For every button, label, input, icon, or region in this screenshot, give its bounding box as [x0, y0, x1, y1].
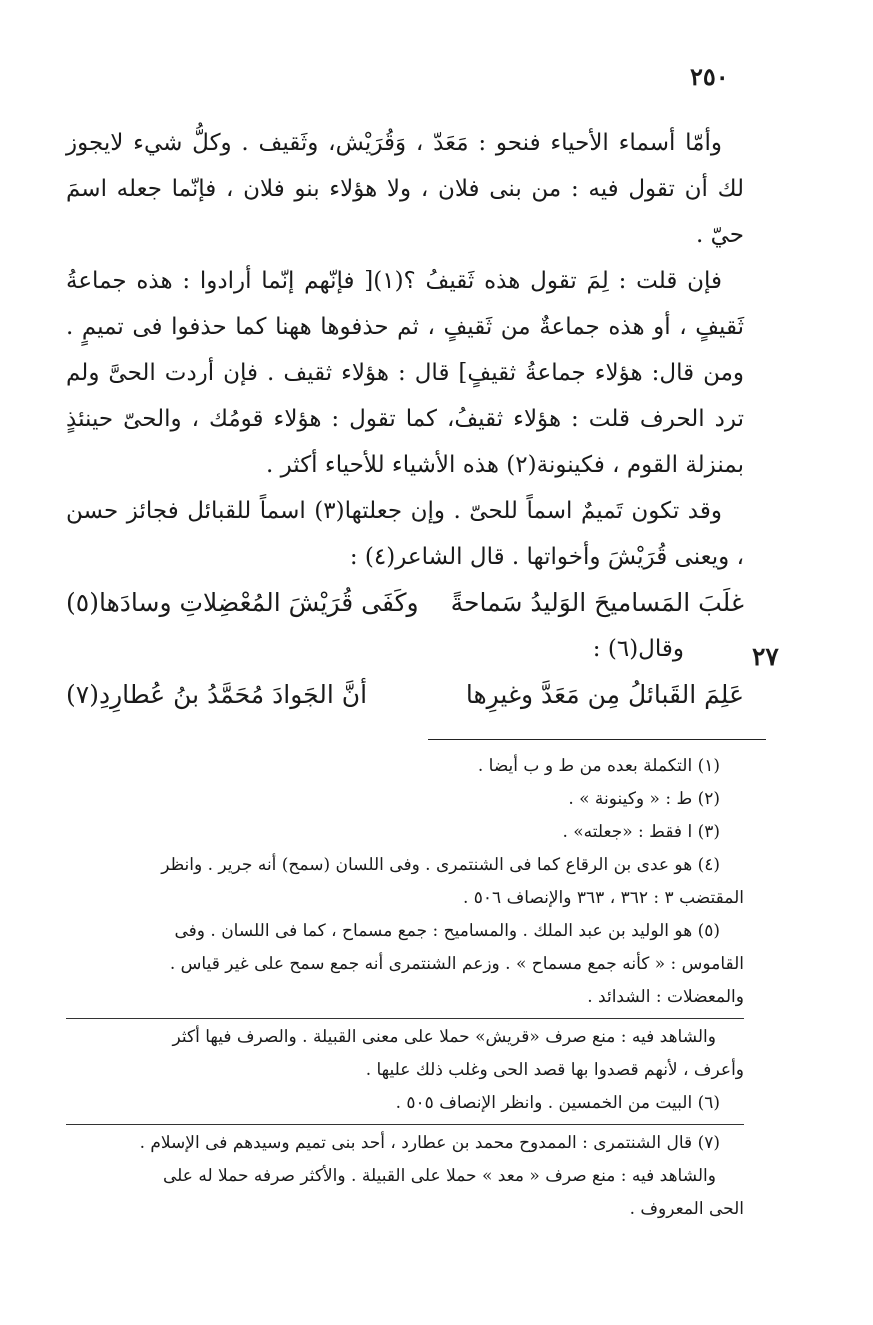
footnote-5-continued: القاموس : « كأنه جمع مسماح » . وزعم الشنتمرى أنه جمع سمح على غير قياس . [169, 954, 744, 974]
footnote-5-shahid: والشاهد فيه : منع صرف «قريش» حملا على معنى القبيلة . والصرف فيها أكثر [66, 1018, 744, 1054]
footnote-5-shahid-continued: وأعرف ، لأنهم قصدوا بها قصد الحى وغلب ذلك عليها . [365, 1060, 744, 1080]
main-text [66, 120, 744, 718]
paragraph-3: وقد تكون تَميمٌ اسماً للحىّ . وإن جعلتها(٣) اسماً للقبائل فجائز حسن ، ويعنى قُرَيْشَ وأخواتها . قال الشاعر(٤) : [66, 498, 744, 570]
footnote-5: (٥) هو الوليد بن عبد الملك . والمساميح : جمع مسماح ، كما فى اللسان . وفى [174, 921, 720, 941]
paragraph-1: وأمّا أسماء الأحياء فنحو : مَعَدّ ، وَقُرَيْش، وثَقيف . وكلُّ شيء لايجوز لك أن تقول فيه : من بنى فلان ، ولا هؤلاء بنو فلان ، فإنّما جعله اسمَ حيّ . [66, 130, 744, 248]
footnote-divider [428, 739, 766, 740]
verse-1-first-hemistich: غلَبَ المَساميحَ الوَليدُ سَماحةً [450, 588, 744, 617]
footnote-6: (٦) البيت من الخمسين . وانظر الإنصاف ٥٠٥ . [395, 1093, 720, 1113]
footnote-7: (٧) قال الشنتمرى : الممدوح محمد بن عطارد ، أحد بنى تميم وسيدهم فى الإسلام . [66, 1124, 744, 1160]
verse-1 [66, 580, 744, 626]
verse-2-intro: وقال(٦) : [592, 636, 684, 662]
footnotes [66, 750, 744, 1226]
page-number: ٢٥٠ [690, 62, 729, 91]
footnote-3: (٣) ا فقط : «جعلته» . [562, 822, 720, 842]
footnote-4-continued: المقتضب ٣ : ٣٦٢ ، ٣٦٣ والإنصاف ٥٠٦ . [462, 888, 744, 908]
margin-page-number: ٢٧ [752, 642, 779, 671]
footnote-7-shahid: والشاهد فيه : منع صرف « معد » حملا على القبيلة . والأكثر صرفه حملا له على [163, 1166, 716, 1186]
verse-1-second-hemistich: وكَفَى قُرَيْشَ المُعْضِلاتِ وسادَها(٥) [66, 588, 419, 617]
footnote-4: (٤) هو عدى بن الرقاع كما فى الشنتمرى . وفى اللسان (سمح) أنه جرير . وانظر [161, 855, 720, 875]
footnote-2: (٢) ط : « وكينونة » . [568, 789, 720, 809]
verse-2-second-hemistich: أنَّ الجَوادَ مُحَمَّدُ بنُ عُطارِدِ(٧) [66, 680, 368, 709]
footnote-1: (١) التكملة بعده من ط و ب أيضا . [477, 756, 720, 776]
verse-2-first-hemistich: عَلِمَ القَبائلُ مِن مَعَدَّ وغيرِها [465, 680, 744, 709]
verse-2 [66, 672, 744, 718]
footnote-7-shahid-continued: الحى المعروف . [629, 1199, 744, 1219]
paragraph-2: فإن قلت : لِمَ تقول هذه ثَقيفُ ؟(١)[ فإنّهم إنّما أرادوا : هذه جماعةُ ثَقيفٍ ، أو هذه جماعةٌ من ثَقيفٍ ، ثم حذفوها ههنا كما حذفوا فى تميمٍ . ومن قال: هؤلاء جماعةُ ثقيفٍ] قال : هؤلاء ثقيف . فإن أردت الحىَّ ولم ترد الحرف قلت : هؤلاء ثقيفُ، كما تقول : هؤلاء قومُك ، والحىّ حينئذٍ بمنزلة القوم ، فكينونة(٢) هذه الأشياء للأحياء أكثر . [66, 268, 744, 478]
footnote-5-continued-2: والمعضلات : الشدائد . [587, 987, 744, 1007]
